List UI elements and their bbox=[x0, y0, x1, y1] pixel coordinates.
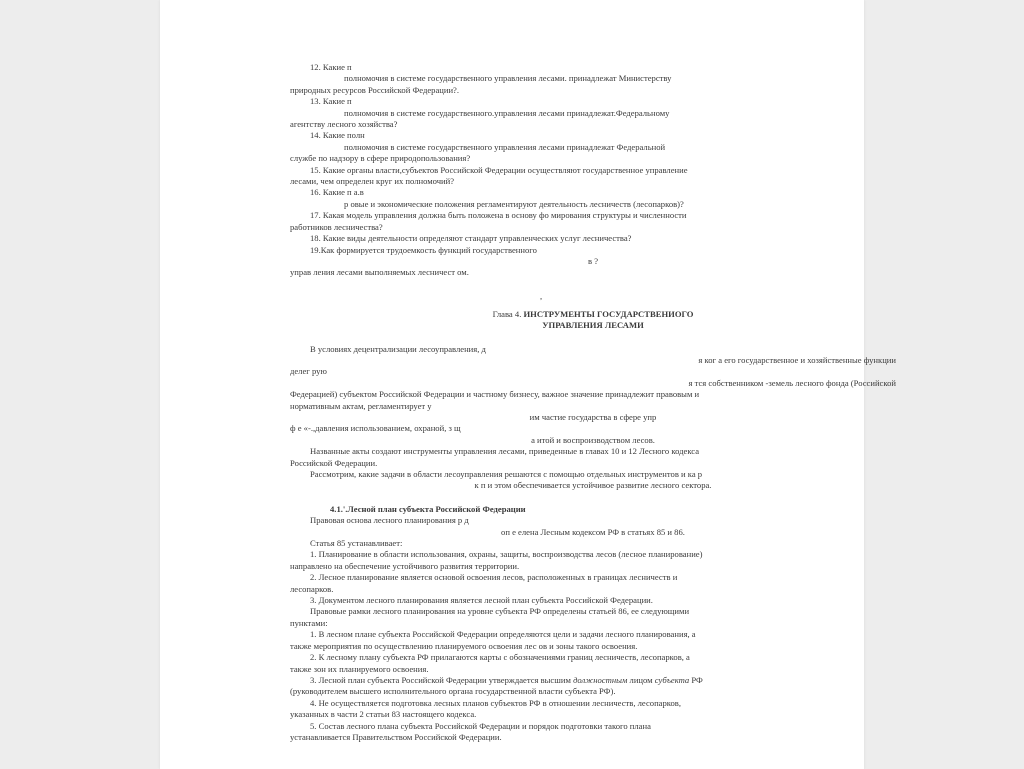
question-17-text-cont: работников лесничества? bbox=[290, 221, 383, 232]
section-text: лицом bbox=[629, 674, 653, 685]
section-line: Правовые рамки лесного планирования на уровне субъекта РФ определены статьей 86, ее следующими bbox=[310, 606, 690, 617]
section-line: 1. В лесном плане субъекта Российской Федерации определяются цели и задачи лесного планирования, а bbox=[310, 629, 696, 640]
section-line: Правовая основа лесного планирования р д bbox=[310, 515, 469, 526]
section-line: 3. Документом лесного планирования является лесной план субъекта Российской Федерации. bbox=[310, 595, 653, 606]
section-italic: должностным bbox=[573, 674, 628, 685]
intro-line: а итой и воспроизводством лесов. bbox=[531, 434, 655, 445]
question-12-number: 12. Какие п bbox=[310, 62, 352, 72]
section-line: Статья 85 устанавливает: bbox=[310, 538, 403, 549]
question-12-text-cont: природных ресурсов Российской Федерации?. bbox=[290, 84, 460, 95]
section-line: (руководителем высшего исполнительного органа государственной власти субъекта РФ). bbox=[290, 686, 616, 697]
section-line: также мероприятия по осуществлению планируемого освоения лес ов и зоны такого освоения. bbox=[290, 640, 638, 651]
intro-line: Названные акты создают инструменты управления лесами, приведенные в главах 10 и 12 Лесного кодекса bbox=[310, 446, 700, 457]
section-line: также зон их планируемого освоения. bbox=[290, 663, 429, 674]
intro-line: ф е «-.,давления использованием, охраной, з щ bbox=[290, 423, 461, 434]
section-line: оп е елена Лесным кодексом РФ в статьях 85 и 86. bbox=[501, 526, 685, 537]
section-line: устанавливается Правительством Российской Федерации. bbox=[290, 731, 502, 742]
section-heading: 4.1.'.Лесной план субъекта Российской Федерации bbox=[330, 503, 526, 514]
chapter-title-line1: ИНСТРУМЕНТЫ ГОСУДАРСТВЕНИОГО bbox=[523, 308, 694, 319]
intro-line: Российской Федерации. bbox=[290, 457, 378, 468]
intro-line: к п и этом обеспечивается устойчивое развитие лесного сектора. bbox=[474, 480, 712, 491]
question-19-text-cont: управ ления лесами выполняемых лесничест ом. bbox=[290, 267, 469, 278]
section-line: указанных в части 2 статьи 83 настоящего кодекса. bbox=[290, 709, 477, 720]
intro-line: Федерацией) субъектом Российской Федерации и частному бизнесу, важное значение принадлежит правовым и bbox=[290, 389, 700, 400]
question-14-number: 14. Какие полн bbox=[310, 130, 365, 141]
question-19-mark: в ? bbox=[587, 255, 599, 266]
question-12-text: полномочия в системе государственного управления лесами. принадлежат Министерству bbox=[344, 73, 672, 84]
question-16-text: р овые и экономические положения регламентируют деятельность лесничеств (лесопарков)? bbox=[344, 198, 684, 209]
section-line: 2. К лесному плану субъекта РФ прилагаются карты с обозначениями границ лесничеств, лесопарков, а bbox=[310, 652, 690, 663]
section-line: пунктами: bbox=[290, 617, 328, 628]
intro-line: я ког а его государственное и хозяйственные функции bbox=[698, 354, 896, 365]
question-13-text: полномочия в системе государственного.управления лесами принадлежат.Федеральному bbox=[344, 107, 670, 118]
question-15-text: 15. Какие органы власти,субъектов Российской Федерации осуществляют государственное управление bbox=[310, 164, 688, 175]
section-line: направлено на обеспечение устойчивого развития территории. bbox=[290, 560, 520, 571]
section-line: 1. Планирование в области использования, охраны, защиты, воспроизводства лесов (лесное планирование) bbox=[310, 549, 703, 560]
question-13-number: 13. Какие п bbox=[310, 96, 352, 107]
chapter-title-line2: УПРАВЛЕНИЯ ЛЕСАМИ bbox=[542, 320, 644, 331]
question-15-text-cont: лесами, чем определен круг их полномочий? bbox=[290, 176, 455, 187]
question-14-text: полномочия в системе государственного управления лесами принадлежат Федеральной bbox=[344, 141, 666, 152]
chapter-title-line2-row bbox=[290, 320, 896, 331]
intro-line: им частие государства в сфере упр bbox=[529, 411, 657, 422]
section-italic: субъекта bbox=[654, 674, 690, 685]
question-19-text: 19.Как формируется трудоемкость функций государственного bbox=[310, 244, 537, 255]
intro-line: В условиях децентрализации лесоуправления, д bbox=[310, 343, 486, 354]
chapter-title bbox=[290, 309, 896, 320]
question-17-text: 17. Какая модель управления должна быть положена в основу фо мирования структуры и численности bbox=[310, 210, 687, 221]
section-line: лесопарков. bbox=[290, 583, 334, 594]
intro-line: нормативным актам, регламентирует у bbox=[290, 400, 432, 411]
section-text: РФ bbox=[691, 674, 703, 685]
question-18-text: 18. Какие виды деятельности определяют стандарт управленческих услуг лесничества? bbox=[310, 233, 632, 244]
section-line: 5. Состав лесного плана субъекта Российской Федерации и порядок подготовки такого плана bbox=[310, 720, 651, 731]
question-16-number: 16. Какие п а.в bbox=[310, 187, 364, 198]
question-13-text-cont: агентству лесного хозяйства? bbox=[290, 119, 398, 130]
section-text: 3. Лесной план субъекта Российской Федерации утверждается высшим bbox=[310, 674, 571, 685]
document-text bbox=[290, 62, 896, 743]
section-line-with-italics bbox=[290, 675, 896, 686]
intro-line: делег рую bbox=[290, 366, 327, 377]
question-14-text-cont: службе по надзору в сфере природопользования? bbox=[290, 153, 471, 164]
intro-line: Рассмотрим, какие задачи в области лесоуправления решаются с помощью отдельных инструментов и ка р bbox=[310, 469, 703, 479]
intro-line: я тся собственником -земель лесного фонда (Российской bbox=[688, 377, 896, 388]
document-page bbox=[160, 0, 896, 769]
section-line: 4. Не осуществляется подготовка лесных планов субъектов РФ в отношении лесничеств, лесопарков, bbox=[310, 697, 682, 708]
chapter-prefix: Глава 4. bbox=[492, 308, 522, 319]
section-line: 2. Лесное планирование является основой освоения лесов, расположенных в границах лесничеств и bbox=[310, 572, 678, 583]
stray-mark: , bbox=[540, 290, 543, 301]
